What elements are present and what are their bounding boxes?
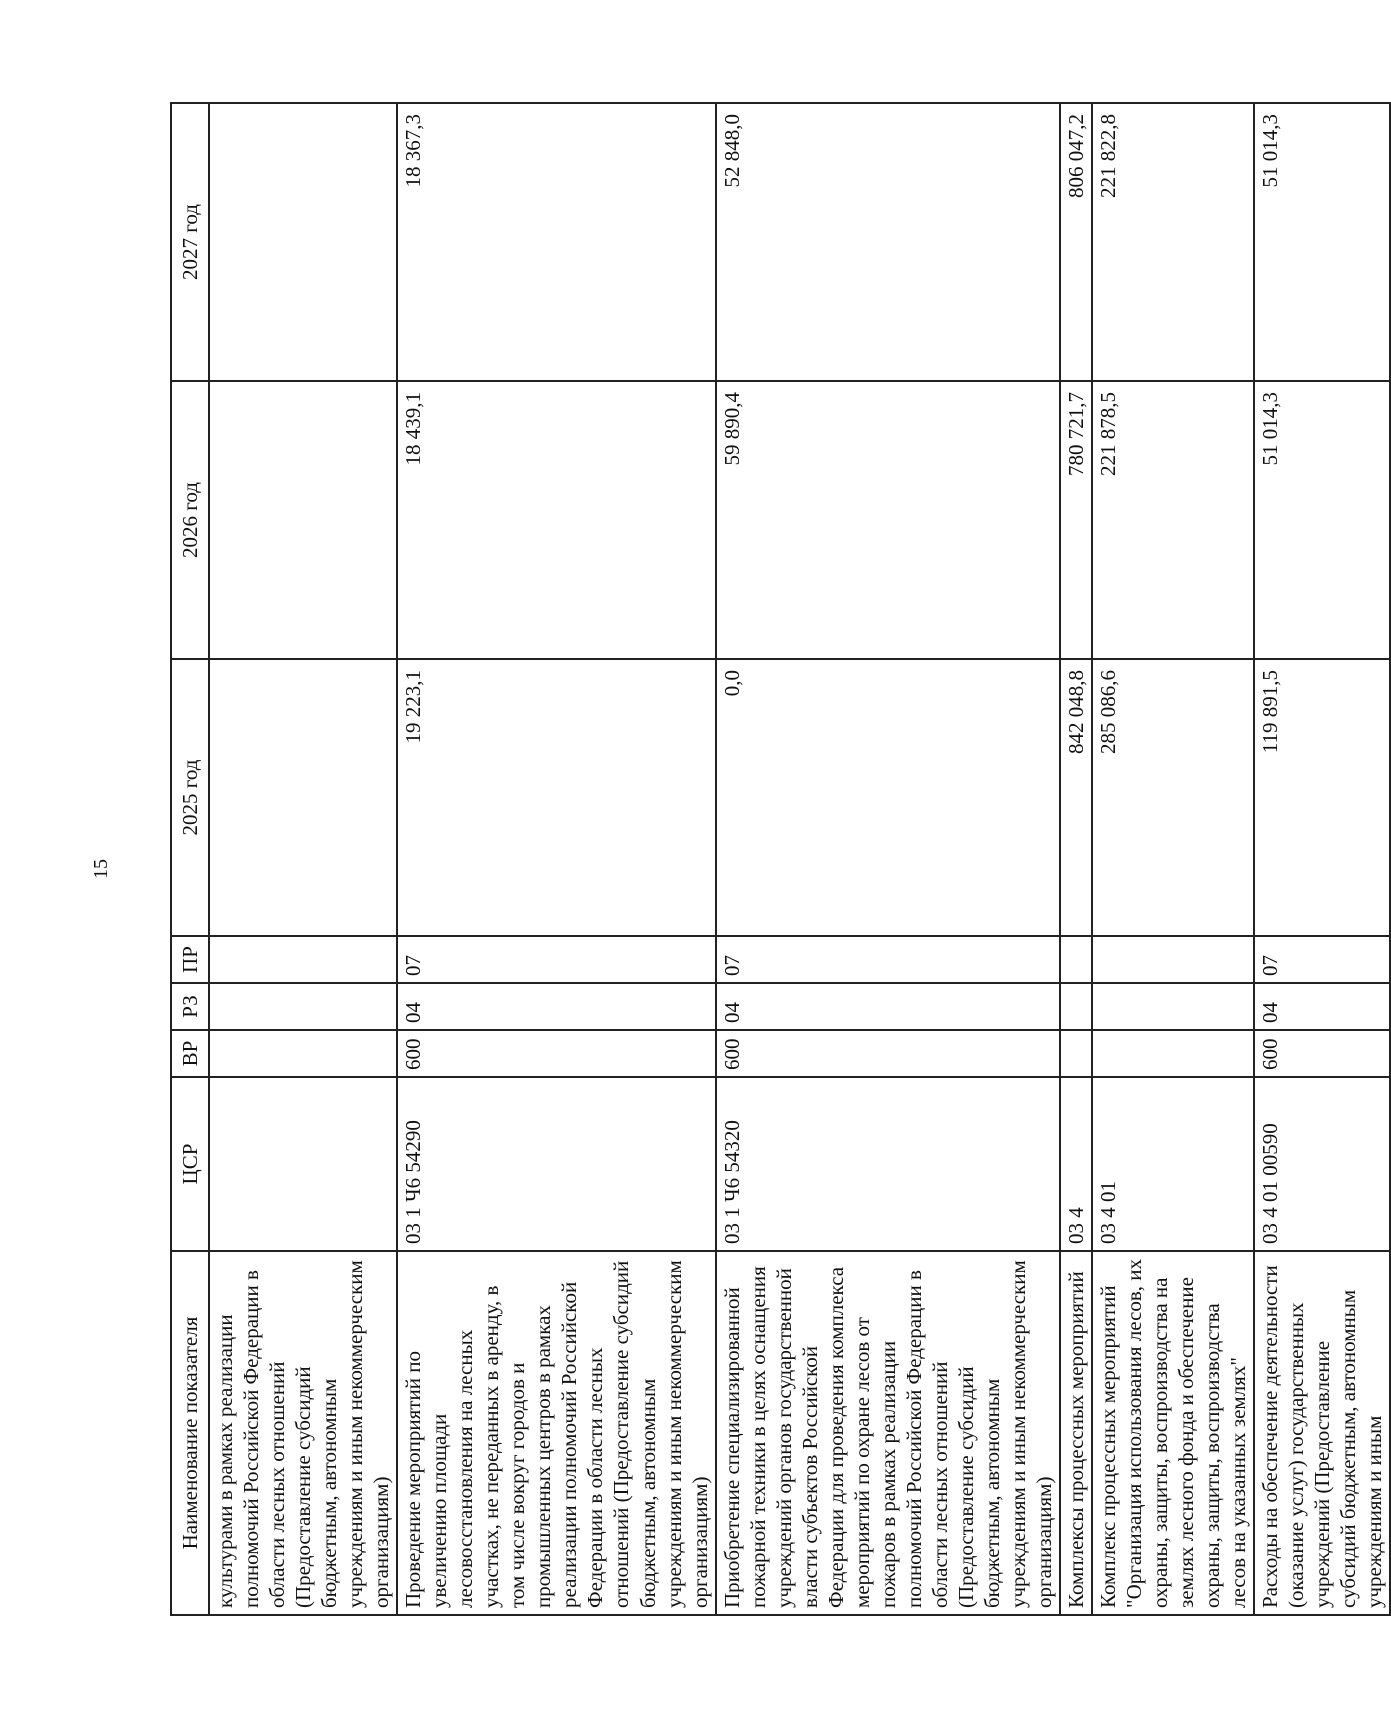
row-csr: 03 1 Ч6 54320 (716, 1077, 1060, 1251)
row-csr: 03 4 01 00590 (1254, 1077, 1390, 1251)
table-row (1060, 103, 1092, 1615)
row-2026: 51 014,3 (1254, 381, 1390, 659)
header-vr: ВР (171, 1030, 209, 1077)
row-2026: 59 890,4 (716, 381, 1060, 659)
row-name: Расходы на обеспечение деятельности (оказание услуг) государственных учреждений (Предоставление субсидий бюджетным, автономным учреждениям и иным (1254, 1251, 1390, 1615)
row-csr (209, 1077, 397, 1251)
row-rz: 04 (1254, 983, 1390, 1030)
row-vr (1092, 1030, 1254, 1077)
row-rz: 04 (716, 983, 1060, 1030)
row-2026: 221 878,5 (1092, 381, 1254, 659)
header-rz: РЗ (171, 983, 209, 1030)
table-header-row (171, 103, 209, 1615)
row-2027: 51 014,3 (1254, 103, 1390, 381)
header-pr: ПР (171, 936, 209, 983)
row-pr (209, 936, 397, 983)
row-name: Приобретение специализированной пожарной техники в целях оснащения учреждений органов государственной власти субъектов Российской Федерации для проведения комплекса мероприятий по охране лесов от пожаров в рамках реализации полномочий Российской Федерации в области лесных отношений (Предоставление субсидий бюджетным, автономным учреждениям и иным некоммерческим организациям) (716, 1251, 1060, 1615)
header-2025: 2025 год (171, 659, 209, 936)
row-2025: 842 048,8 (1060, 659, 1092, 936)
row-2026: 780 721,7 (1060, 381, 1092, 659)
table-row (1092, 103, 1254, 1615)
table-row (397, 103, 715, 1615)
row-2025: 119 891,5 (1254, 659, 1390, 936)
row-2027 (209, 103, 397, 381)
row-2027: 221 822,8 (1092, 103, 1254, 381)
row-2027: 52 848,0 (716, 103, 1060, 381)
row-vr: 600 (397, 1030, 715, 1077)
row-pr (1092, 936, 1254, 983)
budget-table-container (170, 104, 1387, 1616)
page-number: 15 (90, 859, 112, 879)
row-2027: 18 367,3 (397, 103, 715, 381)
row-2027: 806 047,2 (1060, 103, 1092, 381)
row-pr: 07 (716, 936, 1060, 983)
row-2025: 19 223,1 (397, 659, 715, 936)
row-name: Проведение мероприятий по увеличению площади лесовосстановления на лесных участках, не переданных в аренду, в том числе вокруг городов и промышленных центров в рамках реализации полномочий Российской Федерации в области лесных отношений (Предоставление субсидий бюджетным, автономным учреждениям и иным некоммерческим организациям) (397, 1251, 715, 1615)
row-name: Комплексы процессных мероприятий (1060, 1251, 1092, 1615)
row-rz (209, 983, 397, 1030)
row-2025 (209, 659, 397, 936)
row-pr: 07 (397, 936, 715, 983)
row-2026: 18 439,1 (397, 381, 715, 659)
header-2026: 2026 год (171, 381, 209, 659)
row-vr (1060, 1030, 1092, 1077)
header-csr: ЦСР (171, 1077, 209, 1251)
row-rz (1060, 983, 1092, 1030)
row-2026 (209, 381, 397, 659)
table-row (716, 103, 1060, 1615)
table-row (1254, 103, 1390, 1615)
row-csr: 03 4 (1060, 1077, 1092, 1251)
row-rz (1092, 983, 1254, 1030)
header-2027: 2027 год (171, 103, 209, 381)
row-2025: 285 086,6 (1092, 659, 1254, 936)
budget-table (170, 102, 1391, 1616)
header-name: Наименование показателя (171, 1251, 209, 1615)
row-vr: 600 (716, 1030, 1060, 1077)
row-csr: 03 1 Ч6 54290 (397, 1077, 715, 1251)
row-2025: 0,0 (716, 659, 1060, 936)
row-name: Комплекс процессных мероприятий "Организация использования лесов, их охраны, защиты, воспроизводства на землях лесного фонда и обеспечение охраны, защиты, воспроизводства лесов на указанных землях" (1092, 1251, 1254, 1615)
row-vr: 600 (1254, 1030, 1390, 1077)
table-row (209, 103, 397, 1615)
row-csr: 03 4 01 (1092, 1077, 1254, 1251)
row-pr (1060, 936, 1092, 983)
row-name: культурами в рамках реализации полномочий Российской Федерации в области лесных отношений (Предоставление субсидий бюджетным, автономным учреждениям и иным некоммерческим организациям) (209, 1251, 397, 1615)
row-rz: 04 (397, 983, 715, 1030)
row-pr: 07 (1254, 936, 1390, 983)
row-vr (209, 1030, 397, 1077)
